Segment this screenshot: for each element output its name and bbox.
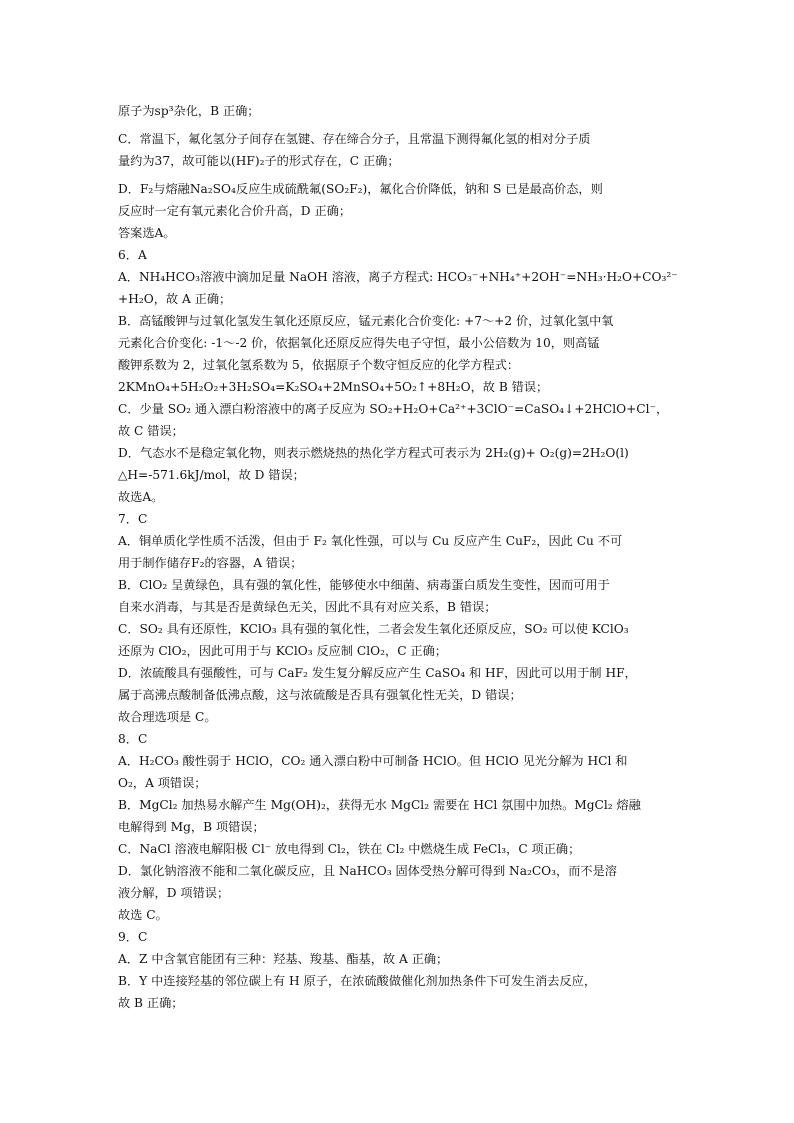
- text-line: +H₂O，故 A 正确；: [118, 292, 232, 306]
- text-line: A．H₂CO₃ 酸性弱于 HClO，CO₂ 通入漂白粉中可制备 HClO。但 HClO 见光分解为 HCl 和: [118, 754, 628, 768]
- text-line: 用于制作储存F₂的容器，A 错误；: [118, 556, 303, 570]
- question-number: 9．C: [118, 930, 148, 944]
- text-line: D．F₂与熔融Na₂SO₄反应生成硫酰氟(SO₂F₂)，氟化合价降低，钠和 S 已是最高价态，则: [118, 182, 603, 196]
- text-line: 元素化合价变化: -1～-2 价，依据氧化还原反应得失电子守恒，最小公倍数为 10，则高锰: [118, 336, 600, 350]
- text-line: △H=-571.6kJ/mol，故 D 错误；: [118, 468, 305, 482]
- text-line: 故选A。: [118, 490, 164, 504]
- text-line: 属于高沸点酸制备低沸点酸，这与浓硫酸是否具有强氧化性无关，D 错误；: [118, 688, 522, 702]
- document-page: [118, 100, 678, 1014]
- text-line: C．SO₂ 具有还原性，KClO₃ 具有强的氧化性，二者会发生氧化还原反应，SO₂ 可以使 KClO₃: [118, 622, 629, 636]
- text-line: C．少量 SO₂ 通入漂白粉溶液中的离子反应为 SO₂+H₂O+Ca²⁺+3ClO⁻=CaSO₄↓+2HClO+Cl⁻，: [118, 402, 669, 416]
- text-line: A．Z 中含氧官能团有三种：羟基、羧基、酯基，故 A 正确；: [118, 952, 449, 966]
- text-line: A．NH₄HCO₃溶液中滴加足量 NaOH 溶液，离子方程式: HCO₃⁻+NH₄⁺+2OH⁻=NH₃·H₂O+CO₃²⁻: [118, 270, 678, 284]
- text-line: 原子为sp³杂化，B 正确；: [118, 104, 260, 118]
- text-line: B．Y 中连接羟基的邻位碳上有 H 原子，在浓硫酸做催化剂加热条件下可发生消去反应，: [118, 974, 597, 988]
- text-line: B．高锰酸钾与过氧化氢发生氧化还原反应，锰元素化合价变化: +7～+2 价，过氧化氢中氧: [118, 314, 614, 328]
- text-line: 2KMnO₄+5H₂O₂+3H₂SO₄=K₂SO₄+2MnSO₄+5O₂↑+8H₂O，故 B 错误；: [118, 380, 549, 394]
- text-line: 液分解，D 项错误；: [118, 886, 230, 900]
- text-line: 自来水消毒，与其是否是黄绿色无关，因此不具有对应关系，B 错误；: [118, 600, 497, 614]
- text-line: 电解得到 Mg，B 项错误；: [118, 820, 265, 834]
- text-line: 故 B 正确；: [118, 996, 184, 1010]
- text-line: D．气态水不是稳定氧化物，则表示燃烧热的热化学方程式可表示为 2H₂(g)+ O₂(g)=2H₂O(l): [118, 446, 629, 460]
- text-line: C．NaCl 溶液电解阳极 Cl⁻ 放电得到 Cl₂，铁在 Cl₂ 中燃烧生成 FeCl₃，C 项正确；: [118, 842, 581, 856]
- text-line: 量约为37，故可能以(HF)₂子的形式存在，C 正确；: [118, 154, 400, 168]
- text-line: 答案选A。: [118, 226, 176, 240]
- question-number: 6．A: [118, 248, 147, 262]
- text-line: A．铜单质化学性质不活泼，但由于 F₂ 氧化性强，可以与 Cu 反应产生 CuF₂，因此 Cu 不可: [118, 534, 623, 548]
- text-line: C．常温下，氟化氢分子间存在氢键、存在缔合分子，且常温下测得氟化氢的相对分子质: [118, 132, 591, 146]
- question-number: 7．C: [118, 512, 148, 526]
- text-line: D．浓硫酸具有强酸性，可与 CaF₂ 发生复分解反应产生 CaSO₄ 和 HF，因此可以用于制 HF，: [118, 666, 637, 680]
- text-line: B．ClO₂ 呈黄绿色，具有强的氧化性，能够使水中细菌、病毒蛋白质发生变性，因而可用于: [118, 578, 610, 592]
- text-line: 故合理选项是 C。: [118, 710, 217, 724]
- question-number: 8．C: [118, 732, 148, 746]
- text-line: 故选 C。: [118, 908, 168, 922]
- text-line: O₂，A 项错误；: [118, 776, 207, 790]
- text-line: D．氯化钠溶液不能和二氧化碳反应，且 NaHCO₃ 固体受热分解可得到 Na₂CO₃，而不是溶: [118, 864, 617, 878]
- text-line: 故 C 错误；: [118, 424, 184, 438]
- text-line: 还原为 ClO₂，因此可用于与 KClO₃ 反应制 ClO₂，C 正确；: [118, 644, 447, 658]
- text-line: B．MgCl₂ 加热易水解产生 Mg(OH)₂，获得无水 MgCl₂ 需要在 HCl 氛围中加热。MgCl₂ 熔融: [118, 798, 641, 812]
- text-line: 反应时一定有氧元素化合价升高，D 正确；: [118, 204, 352, 218]
- text-line: 酸钾系数为 2，过氧化氢系数为 5，依据原子个数守恒反应的化学方程式：: [118, 358, 520, 372]
